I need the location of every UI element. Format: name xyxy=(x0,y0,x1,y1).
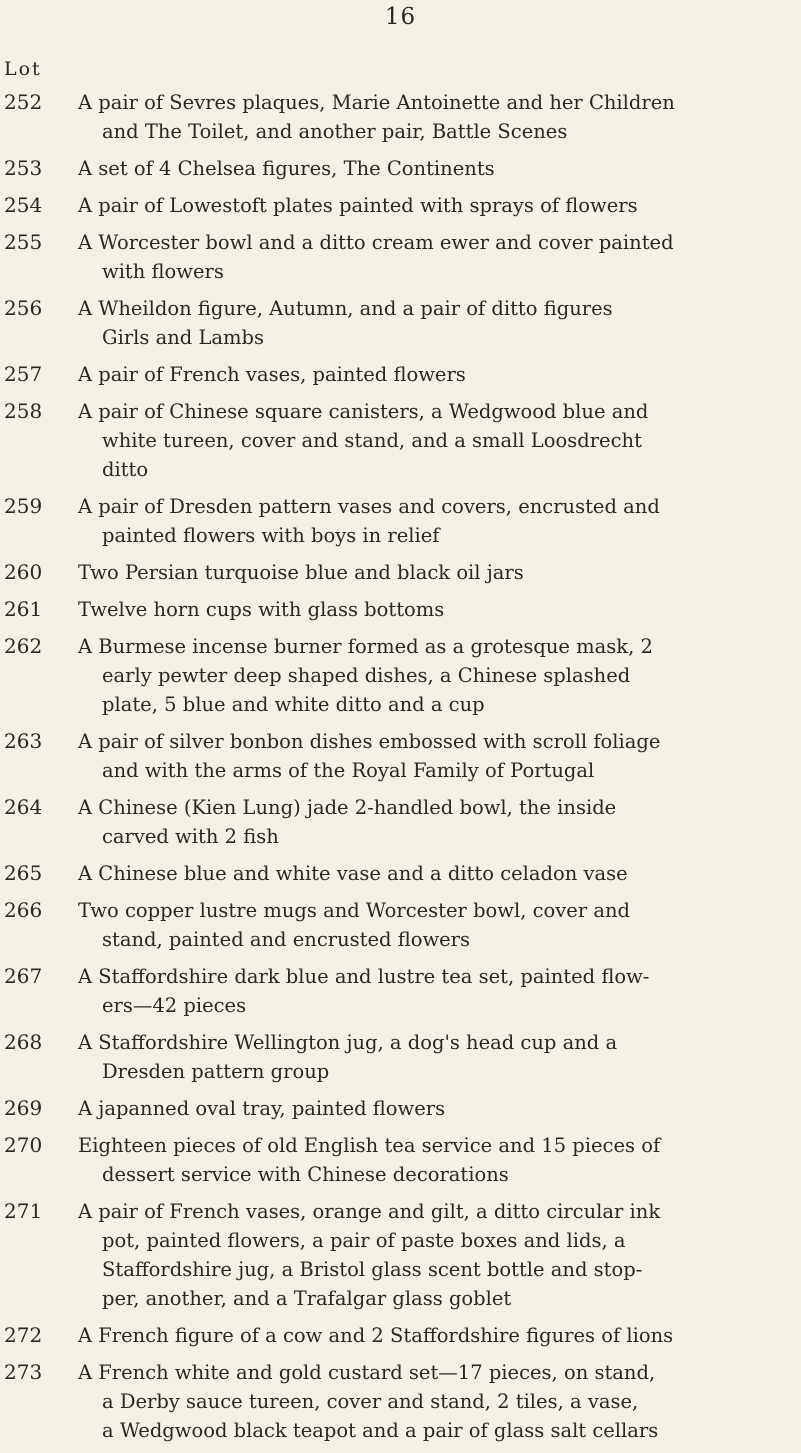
lot-description xyxy=(78,397,778,484)
lot-description-line: a Wedgwood black teapot and a pair of glass salt cellars xyxy=(102,1419,659,1442)
lot-description xyxy=(78,962,778,1020)
lot-description-line: A pair of silver bonbon dishes embossed with scroll foliage xyxy=(78,730,661,753)
lot-entry xyxy=(0,1321,801,1350)
lot-description-line: and with the arms of the Royal Family of Portugal xyxy=(102,759,595,782)
lot-description xyxy=(78,793,778,851)
lot-description-line: per, another, and a Trafalgar glass goblet xyxy=(102,1287,512,1310)
lot-description-line: A pair of Sevres plaques, Marie Antoinette and her Children xyxy=(78,91,675,114)
lot-number: 265 xyxy=(4,861,43,885)
lot-entry xyxy=(0,492,801,550)
lot-description-line: early pewter deep shaped dishes, a Chinese splashed xyxy=(102,664,631,687)
lot-description-line: A Chinese blue and white vase and a ditto celadon vase xyxy=(78,862,628,885)
lot-description xyxy=(78,1197,778,1313)
lot-description-line: a Derby sauce tureen, cover and stand, 2 tiles, a vase, xyxy=(102,1390,639,1413)
lot-description xyxy=(78,154,778,183)
lot-entry xyxy=(0,360,801,389)
lot-description-line: painted flowers with boys in relief xyxy=(102,524,440,547)
lot-entry xyxy=(0,962,801,1020)
page-number: 16 xyxy=(384,4,417,30)
lot-description-line: Two Persian turquoise blue and black oil jars xyxy=(78,561,524,584)
lot-entry xyxy=(0,595,801,624)
lot-description xyxy=(78,1321,778,1350)
lot-description-line: Staffordshire jug, a Bristol glass scent bottle and stop- xyxy=(102,1258,643,1281)
lot-entry xyxy=(0,727,801,785)
lot-entry xyxy=(0,1358,801,1445)
lot-description-line: A Chinese (Kien Lung) jade 2-handled bowl, the inside xyxy=(78,796,617,819)
lot-number: 272 xyxy=(4,1323,43,1347)
lot-entry xyxy=(0,1094,801,1123)
lot-description-line: A Burmese incense burner formed as a grotesque mask, 2 xyxy=(78,635,653,658)
lot-description xyxy=(78,228,778,286)
lot-description-line: A japanned oval tray, painted flowers xyxy=(78,1097,446,1120)
lot-description-line: A Worcester bowl and a ditto cream ewer and cover painted xyxy=(78,231,674,254)
lot-entry xyxy=(0,88,801,146)
lot-description-line: dessert service with Chinese decorations xyxy=(102,1163,509,1186)
lot-entry xyxy=(0,1131,801,1189)
lot-description-line: A Staffordshire dark blue and lustre tea set, painted flow- xyxy=(78,965,650,988)
lot-description-line: carved with 2 fish xyxy=(102,825,279,848)
lot-description xyxy=(78,1094,778,1123)
lot-description-line: A pair of Lowestoft plates painted with sprays of flowers xyxy=(78,194,638,217)
lot-number: 270 xyxy=(4,1133,43,1157)
lot-description xyxy=(78,1131,778,1189)
lot-number: 268 xyxy=(4,1030,43,1054)
lot-number: 260 xyxy=(4,560,43,584)
lot-number: 267 xyxy=(4,964,43,988)
lot-entry xyxy=(0,1028,801,1086)
lot-entry xyxy=(0,228,801,286)
lot-description-line: pot, painted flowers, a pair of paste boxes and lids, a xyxy=(102,1229,626,1252)
lot-number: 271 xyxy=(4,1199,43,1223)
lot-entry xyxy=(0,397,801,484)
lot-number: 257 xyxy=(4,362,43,386)
lot-entry xyxy=(0,793,801,851)
lot-description-line: A pair of French vases, painted flowers xyxy=(78,363,466,386)
lot-number: 254 xyxy=(4,193,43,217)
lot-description xyxy=(78,896,778,954)
lot-column-header: Lot xyxy=(4,58,42,80)
lot-entry xyxy=(0,896,801,954)
lot-entry xyxy=(0,859,801,888)
lot-description xyxy=(78,558,778,587)
lot-description-line: A set of 4 Chelsea figures, The Continents xyxy=(78,157,495,180)
lot-number: 262 xyxy=(4,634,43,658)
lot-description xyxy=(78,1028,778,1086)
lot-description xyxy=(78,727,778,785)
lot-description-line: Dresden pattern group xyxy=(102,1060,330,1083)
lot-description xyxy=(78,492,778,550)
lot-number: 258 xyxy=(4,399,43,423)
lot-description-line: A French figure of a cow and 2 Staffordshire figures of lions xyxy=(78,1324,674,1347)
lot-number: 253 xyxy=(4,156,43,180)
lot-description-line: A Wheildon figure, Autumn, and a pair of ditto figures xyxy=(78,297,613,320)
lot-description-line: plate, 5 blue and white ditto and a cup xyxy=(102,693,485,716)
lot-description xyxy=(78,294,778,352)
lot-description-line: Girls and Lambs xyxy=(102,326,264,349)
lot-number: 255 xyxy=(4,230,43,254)
lot-description-line: A pair of Dresden pattern vases and covers, encrusted and xyxy=(78,495,660,518)
lot-number: 263 xyxy=(4,729,43,753)
lot-list xyxy=(0,88,801,1453)
lot-entry xyxy=(0,191,801,220)
lot-description xyxy=(78,88,778,146)
lot-entry xyxy=(0,558,801,587)
lot-number: 252 xyxy=(4,90,43,114)
lot-description xyxy=(78,360,778,389)
lot-description-line: with flowers xyxy=(102,260,224,283)
lot-entry xyxy=(0,1197,801,1313)
lot-description xyxy=(78,632,778,719)
lot-description-line: Twelve horn cups with glass bottoms xyxy=(78,598,445,621)
lot-entry xyxy=(0,154,801,183)
lot-description-line: Two copper lustre mugs and Worcester bowl, cover and xyxy=(78,899,631,922)
lot-entry xyxy=(0,632,801,719)
lot-description-line: Eighteen pieces of old English tea service and 15 pieces of xyxy=(78,1134,661,1157)
lot-description xyxy=(78,595,778,624)
lot-description-line: A French white and gold custard set—17 pieces, on stand, xyxy=(78,1361,656,1384)
lot-number: 264 xyxy=(4,795,43,819)
lot-description xyxy=(78,1358,778,1445)
lot-entry xyxy=(0,294,801,352)
lot-description xyxy=(78,191,778,220)
lot-description-line: A Staffordshire Wellington jug, a dog's head cup and a xyxy=(78,1031,618,1054)
lot-number: 259 xyxy=(4,494,43,518)
lot-number: 269 xyxy=(4,1096,43,1120)
lot-description-line: A pair of French vases, orange and gilt, a ditto circular ink xyxy=(78,1200,661,1223)
lot-number: 256 xyxy=(4,296,43,320)
lot-description-line: and The Toilet, and another pair, Battle Scenes xyxy=(102,120,568,143)
lot-description-line: stand, painted and encrusted flowers xyxy=(102,928,471,951)
lot-description-line: white tureen, cover and stand, and a small Loosdrecht xyxy=(102,429,642,452)
lot-description-line: ditto xyxy=(102,458,149,481)
lot-number: 273 xyxy=(4,1360,43,1384)
lot-number: 266 xyxy=(4,898,43,922)
lot-description-line: ers—42 pieces xyxy=(102,994,247,1017)
lot-description xyxy=(78,859,778,888)
lot-number: 261 xyxy=(4,597,43,621)
lot-description-line: A pair of Chinese square canisters, a Wedgwood blue and xyxy=(78,400,649,423)
